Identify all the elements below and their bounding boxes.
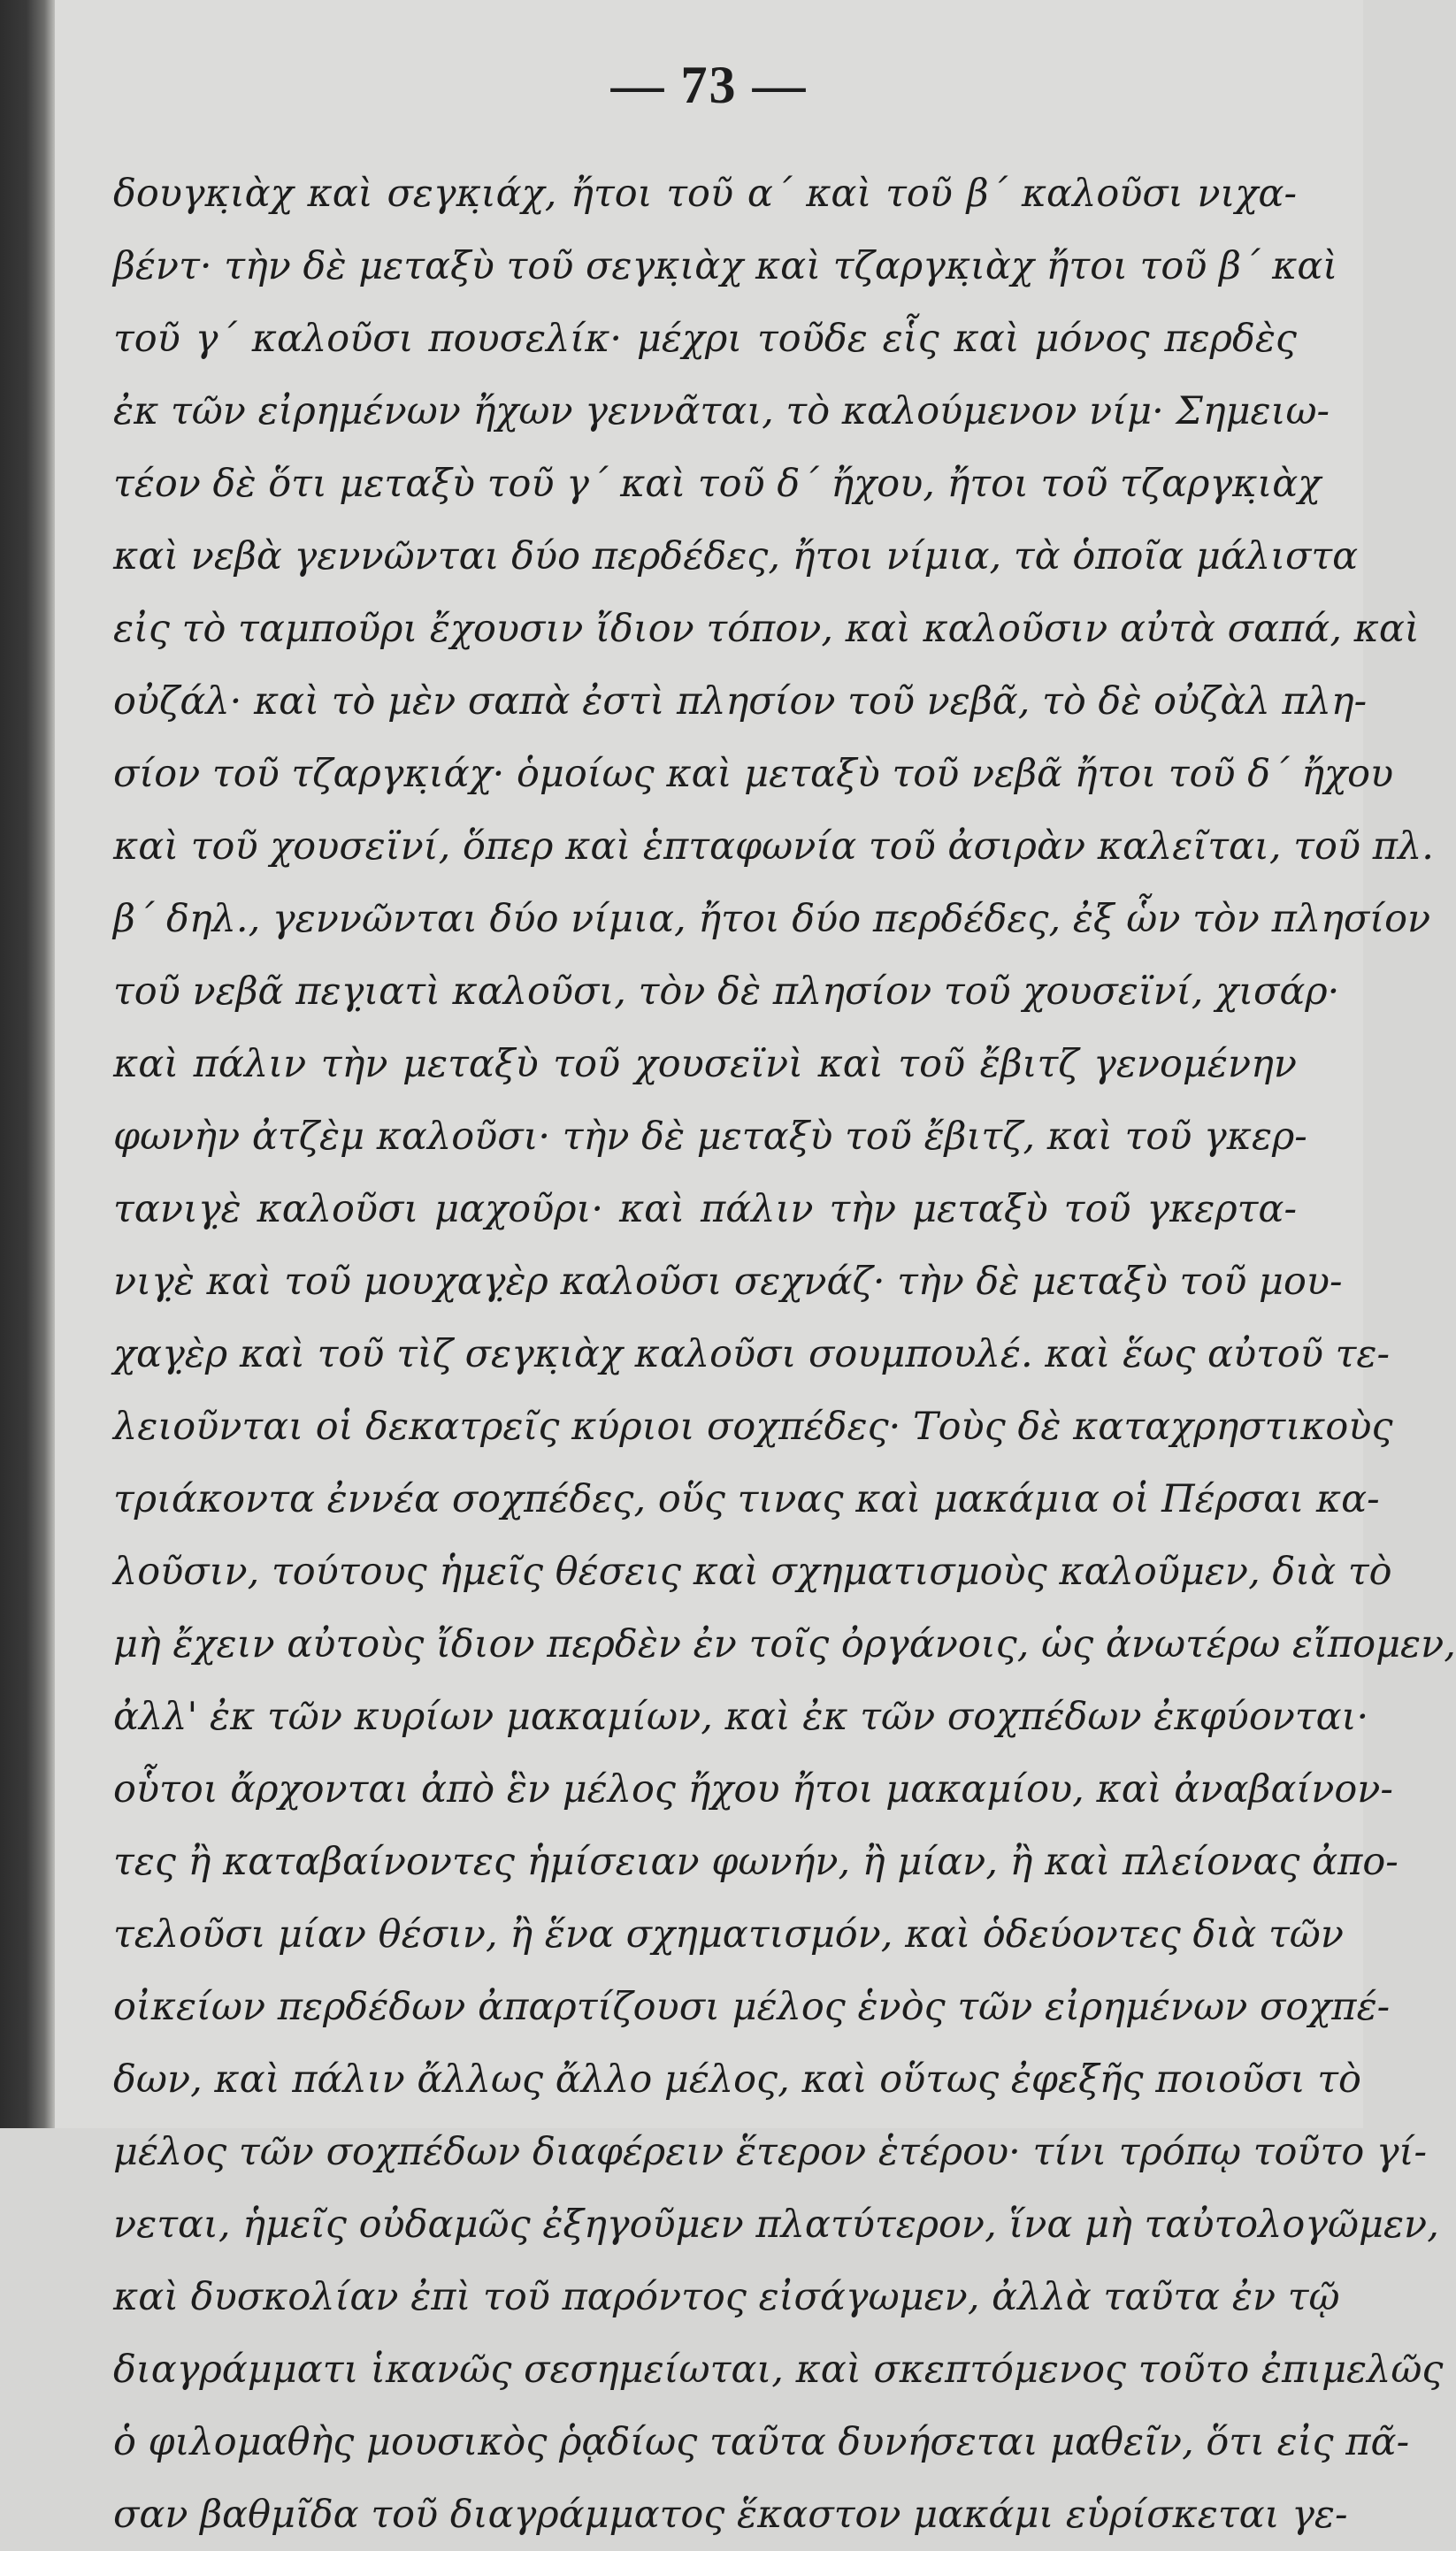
text-line: λοῦσιν, τούτους ἡμεῖς θέσεις καὶ σχηματισμοὺς καλοῦμεν, διὰ τὸ [113,1550,1392,1594]
text-line: οἰκείων περδέδων ἀπαρτίζουσι μέλος ἑνὸς τῶν εἰρημένων σοχπέ- [113,1985,1391,2029]
text-line: τελοῦσι μίαν θέσιν, ἢ ἕνα σχηματισμόν, καὶ ὁδεύοντες διὰ τῶν [113,1912,1344,1957]
text-line: νεται, ἡμεῖς οὐδαμῶς ἐξηγοῦμεν πλατύτερον, ἵνα μὴ ταὐτολογῶμεν, [113,2202,1439,2247]
text-line: τες ἢ καταβαίνοντες ἡμίσειαν φωνήν, ἢ μίαν, ἢ καὶ πλείονας ἀπο- [113,1840,1399,1884]
text-line: χαγ̣ὲρ καὶ τοῦ τὶζ σεγκ̣ιὰχ καλοῦσι σουμπουλέ. καὶ ἕως αὐτοῦ τε- [113,1332,1391,1376]
text-line: νιγ̣ὲ καὶ τοῦ μουχαγ̣ὲρ καλοῦσι σεχνάζ· τὴν δὲ μεταξὺ τοῦ μου- [113,1260,1343,1304]
text-line: σίον τοῦ τζαργκ̣ιάχ· ὁμοίως καὶ μεταξὺ τοῦ νεβᾶ ἤτοι τοῦ δ΄ ἤχου [113,752,1394,796]
text-line: β΄ δηλ., γεννῶνται δύο νίμια, ἤτοι δύο περδέδες, ἐξ ὧν τὸν πλησίον [113,897,1431,941]
text-line: καὶ τοῦ χουσεϊνί, ὅπερ καὶ ἑπταφωνία τοῦ ἀσιρὰν καλεῖται, τοῦ πλ. [113,824,1434,869]
text-line: τέον δὲ ὅτι μεταξὺ τοῦ γ΄ καὶ τοῦ δ΄ ἤχου, ἤτοι τοῦ τζαργκ̣ιὰχ [113,462,1322,506]
text-line: οὗτοι ἄρχονται ἀπὸ ἓν μέλος ἤχου ἤτοι μακαμίου, καὶ ἀναβαίνον- [113,1767,1393,1812]
text-line: εἰς τὸ ταμποῦρι ἔχουσιν ἴδιον τόπον, καὶ καλοῦσιν αὐτὰ σαπά, καὶ [113,607,1420,651]
text-line: τριάκοντα ἐννέα σοχπέδες, οὕς τινας καὶ μακάμια οἱ Πέρσαι κα- [113,1477,1380,1521]
text-line: διαγράμματι ἱκανῶς σεσημείωται, καὶ σκεπτόμενος τοῦτο ἐπιμελῶς [113,2348,1444,2392]
text-line: ἀλλ' ἐκ τῶν κυρίων μακαμίων, καὶ ἐκ τῶν σοχπέδων ἐκφύονται· [113,1695,1369,1739]
text-line: καὶ πάλιν τὴν μεταξὺ τοῦ χουσεϊνὶ καὶ τοῦ ἔβιτζ γενομένην [113,1042,1297,1086]
text-line: βέντ· τὴν δὲ μεταξὺ τοῦ σεγκ̣ιὰχ καὶ τζαργκ̣ιὰχ ἤτοι τοῦ β΄ καὶ [113,244,1338,288]
text-line: τοῦ νεβᾶ πεγ̣ιατὶ καλοῦσι, τὸν δὲ πλησίον τοῦ χουσεϊνί, χισάρ· [113,969,1340,1014]
text-line: μὴ ἔχειν αὐτοὺς ἴδιον περδὲν ἐν τοῖς ὀργάνοις, ὡς ἀνωτέρω εἴπομεν, [113,1622,1456,1666]
text-line: τοῦ γ΄ καλοῦσι πουσελίκ· μέχρι τοῦδε εἷς καὶ μόνος περδὲς [113,317,1297,361]
text-line: οὐζάλ· καὶ τὸ μὲν σαπὰ ἐστὶ πλησίον τοῦ νεβᾶ, τὸ δὲ οὐζὰλ πλη- [113,679,1368,724]
text-line: ἐκ τῶν εἰρημένων ἤχων γεννᾶται, τὸ καλούμενον νίμ· Σημειω- [113,389,1330,433]
text-line: λειοῦνται οἱ δεκατρεῖς κύριοι σοχπέδες· Τοὺς δὲ καταχρηστικοὺς [113,1405,1393,1449]
page-number: — 73 — [610,56,808,114]
book-binding-shadow [0,0,55,2128]
text-line: καὶ δυσκολίαν ἐπὶ τοῦ παρόντος εἰσάγωμεν, ἀλλὰ ταῦτα ἐν τῷ [113,2275,1340,2319]
text-line: τανιγ̣ὲ καλοῦσι μαχοῦρι· καὶ πάλιν τὴν μεταξὺ τοῦ γκερτα- [113,1187,1297,1231]
text-line: σαν βαθμῖδα τοῦ διαγράμματος ἕκαστον μακάμι εὑρίσκεται γε- [113,2493,1348,2537]
text-line: δων, καὶ πάλιν ἄλλως ἄλλο μέλος, καὶ οὕτως ἐφεξῆς ποιοῦσι τὸ [113,2057,1361,2102]
text-line: δουγκ̣ιὰχ καὶ σεγκ̣ιάχ, ἤτοι τοῦ α΄ καὶ τοῦ β΄ καλοῦσι νιχα- [113,172,1297,216]
text-line: ὁ φιλομαθὴς μουσικὸς ῥᾳδίως ταῦτα δυνήσεται μαθεῖν, ὅτι εἰς πᾶ- [113,2420,1410,2464]
text-line: φωνὴν ἀτζὲμ καλοῦσι· τὴν δὲ μεταξὺ τοῦ ἔβιτζ, καὶ τοῦ γκερ- [113,1115,1307,1159]
book-page [55,0,1456,2537]
text-line: καὶ νεβὰ γεννῶνται δύο περδέδες, ἤτοι νίμια, τὰ ὁποῖα μάλιστα [113,534,1359,578]
text-line: μέλος τῶν σοχπέδων διαφέρειν ἕτερον ἑτέρου· τίνι τρόπῳ τοῦτο γί- [113,2130,1427,2174]
body-text [113,157,1456,2551]
